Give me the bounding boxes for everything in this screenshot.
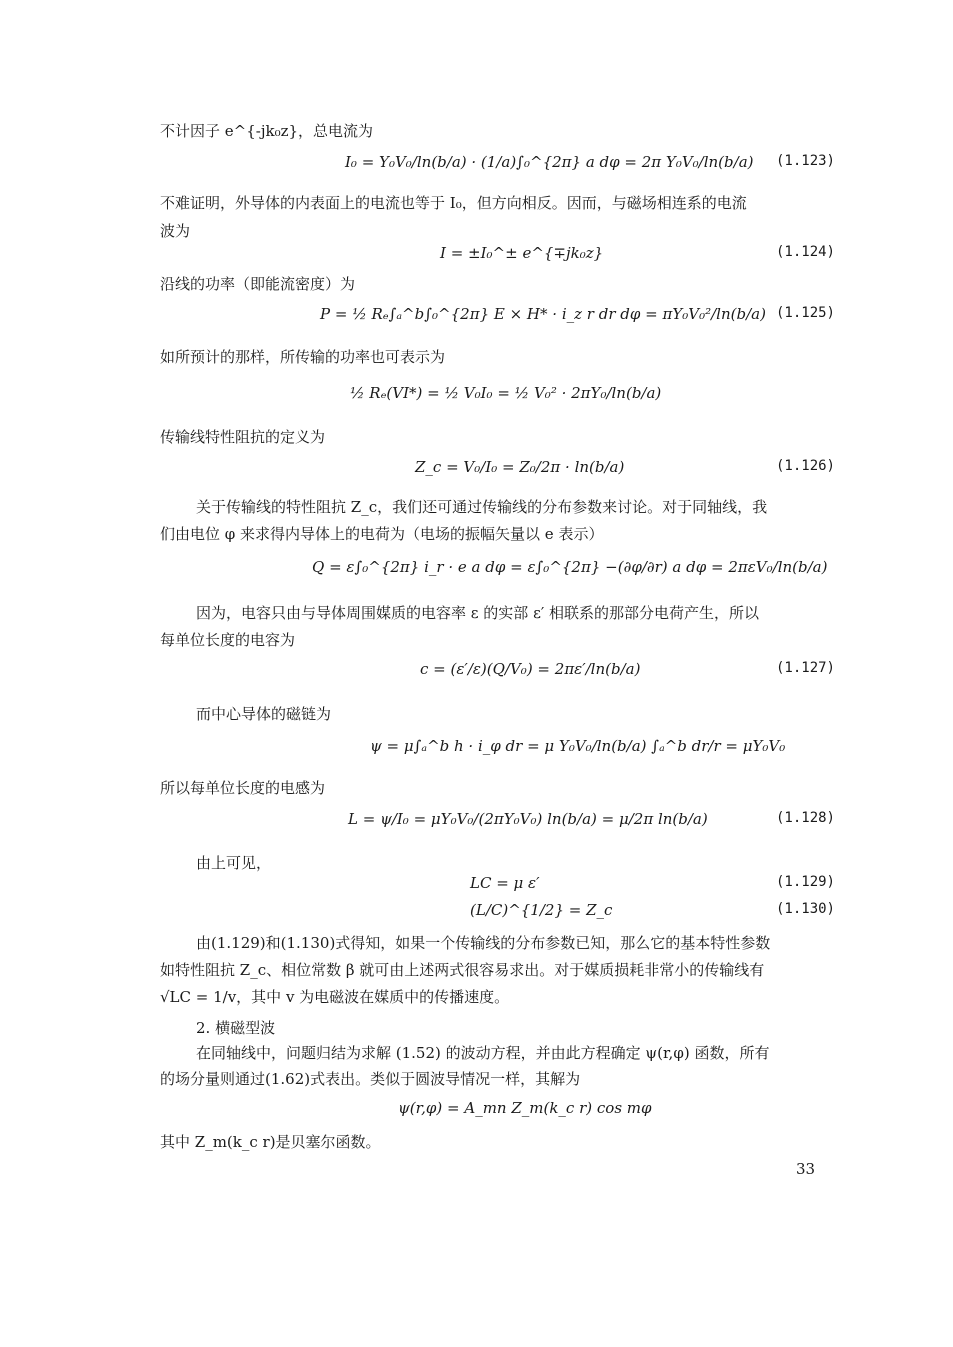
equation: Q = ε∫₀^{2π} i_r · e a dφ = ε∫₀^{2π} −(∂φ/∂r) a dφ = 2πεV₀/ln(b/a) bbox=[312, 558, 828, 576]
text-line: 不计因子 e^{-jk₀z}，总电流为 bbox=[160, 122, 374, 140]
text-line: 由上可见， bbox=[196, 854, 272, 872]
equation: Z_c = V₀/I₀ = Z₀/2π · ln(b/a) bbox=[415, 458, 625, 476]
text-line: 在同轴线中，问题归结为求解 (1.52) 的波动方程，并由此方程确定 ψ(r,φ) 函数，所有 bbox=[196, 1044, 770, 1062]
text-line: 所以每单位长度的电感为 bbox=[160, 779, 326, 797]
page-number: 33 bbox=[796, 1160, 816, 1178]
equation: ψ(r,φ) = A_mn Z_m(k_c r) cos mφ bbox=[398, 1099, 652, 1117]
equation-number: (1.130) bbox=[775, 901, 835, 917]
equation-number: (1.129) bbox=[775, 874, 835, 890]
equation-number: (1.127) bbox=[775, 660, 835, 676]
text-line: 的场分量则通过(1.62)式表出。类似于圆波导情况一样，其解为 bbox=[160, 1070, 581, 1088]
text-line: 沿线的功率（即能流密度）为 bbox=[160, 275, 356, 293]
text-line: 因为，电容只由与导体周围媒质的电容率 ε 的实部 ε′ 相联系的那部分电荷产生，所以 bbox=[196, 604, 760, 622]
equation: LC = μ ε′ bbox=[470, 874, 540, 892]
equation: L = ψ/I₀ = μY₀V₀/(2πY₀V₀) ln(b/a) = μ/2π ln(b/a) bbox=[348, 810, 708, 828]
text-line: 传输线特性阻抗的定义为 bbox=[160, 428, 326, 446]
text-line: 不难证明，外导体的内表面上的电流也等于 I₀，但方向相反。因而，与磁场相连系的电流 bbox=[160, 194, 747, 212]
section-heading: 2. 横磁型波 bbox=[196, 1019, 276, 1037]
equation: (L/C)^{1/2} = Z_c bbox=[470, 901, 613, 919]
text-line: 如所预计的那样，所传输的功率也可表示为 bbox=[160, 348, 446, 366]
text-line: 其中 Z_m(k_c r)是贝塞尔函数。 bbox=[160, 1133, 381, 1151]
equation-number: (1.123) bbox=[775, 153, 835, 169]
equation: P = ½ Rₑ∫ₐ^b∫₀^{2π} E × H* · i_z r dr dφ = πY₀V₀²/ln(b/a) bbox=[320, 305, 766, 323]
text-line: 如特性阻抗 Z_c、相位常数 β 就可由上述两式很容易求出。对于媒质损耗非常小的传输线有 bbox=[160, 961, 765, 979]
equation: ½ Rₑ(VI*) = ½ V₀I₀ = ½ V₀² · 2πY₀/ln(b/a) bbox=[350, 384, 662, 402]
equation-number: (1.124) bbox=[775, 244, 835, 260]
text-line: 波为 bbox=[160, 222, 191, 240]
equation: ψ = μ∫ₐ^b h · i_φ dr = μ Y₀V₀/ln(b/a) ∫ₐ^b dr/r = μY₀V₀ bbox=[370, 737, 786, 755]
text-line: 关于传输线的特性阻抗 Z_c，我们还可通过传输线的分布参数来讨论。对于同轴线，我 bbox=[196, 498, 768, 516]
text-line: 而中心导体的磁链为 bbox=[196, 705, 332, 723]
equation: I₀ = Y₀V₀/ln(b/a) · (1/a)∫₀^{2π} a dφ = 2π Y₀V₀/ln(b/a) bbox=[345, 153, 754, 171]
equation: I = ±I₀^± e^{∓jk₀z} bbox=[440, 244, 604, 262]
text-line: 们由电位 φ 来求得内导体上的电荷为（电场的振幅矢量以 e 表示） bbox=[160, 525, 604, 543]
equation: c = (ε′/ε)(Q/V₀) = 2πε′/ln(b/a) bbox=[420, 660, 641, 678]
equation-number: (1.125) bbox=[775, 305, 835, 321]
text-line: 由(1.129)和(1.130)式得知，如果一个传输线的分布参数已知，那么它的基本特性参数 bbox=[196, 934, 771, 952]
text-line: 每单位长度的电容为 bbox=[160, 631, 296, 649]
equation-number: (1.128) bbox=[775, 810, 835, 826]
text-line: √LC = 1/v，其中 v 为电磁波在媒质中的传播速度。 bbox=[160, 988, 510, 1006]
equation-number: (1.126) bbox=[775, 458, 835, 474]
